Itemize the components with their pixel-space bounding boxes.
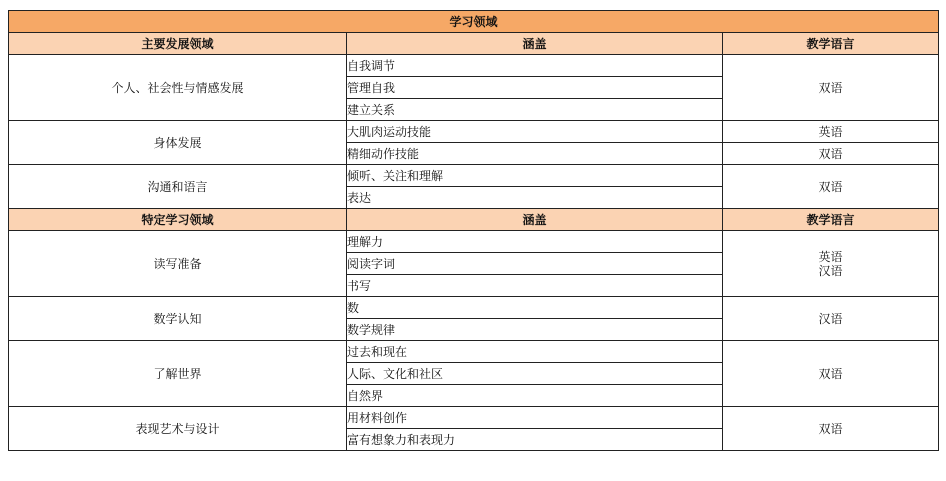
header-coverage: 涵盖: [347, 33, 723, 55]
coverage-cell: 阅读字词: [347, 253, 723, 275]
language-label: 双语: [818, 421, 843, 436]
coverage-cell: 表达: [347, 187, 723, 209]
table-row: [9, 55, 939, 77]
table-title: 学习领域: [9, 11, 939, 33]
coverage-cell: 理解力: [347, 231, 723, 253]
coverage-cell: 精细动作技能: [347, 143, 723, 165]
language-label: 双语: [818, 366, 843, 381]
language-cell: [723, 143, 939, 165]
header-area: 特定学习领域: [9, 209, 347, 231]
language-label: 双语: [818, 146, 843, 161]
learning-areas-table: [8, 10, 939, 451]
language-cell: [723, 121, 939, 143]
coverage-cell: 自然界: [347, 385, 723, 407]
header-language: 教学语言: [723, 33, 939, 55]
coverage-cell: 数学规律: [347, 319, 723, 341]
language-label: 英语: [818, 249, 843, 264]
table-row: [9, 231, 939, 253]
table-row: [9, 297, 939, 319]
area-cell: 表现艺术与设计: [9, 407, 347, 451]
coverage-cell: 自我调节: [347, 55, 723, 77]
learning-areas-table-container: [8, 10, 938, 451]
title-row: [9, 11, 939, 33]
coverage-cell: 数: [347, 297, 723, 319]
area-cell: 数学认知: [9, 297, 347, 341]
table-row: [9, 341, 939, 363]
area-cell: 身体发展: [9, 121, 347, 165]
header-area: 主要发展领域: [9, 33, 347, 55]
coverage-cell: 建立关系: [347, 99, 723, 121]
area-cell: 个人、社会性与情感发展: [9, 55, 347, 121]
coverage-cell: 倾听、关注和理解: [347, 165, 723, 187]
area-cell: 沟通和语言: [9, 165, 347, 209]
table-row: [9, 121, 939, 143]
coverage-cell: 人际、文化和社区: [347, 363, 723, 385]
language-cell: [723, 297, 939, 341]
area-cell: 了解世界: [9, 341, 347, 407]
language-label: 双语: [818, 80, 843, 95]
language-label: 汉语: [818, 263, 843, 278]
coverage-cell: 管理自我: [347, 77, 723, 99]
language-label: 双语: [818, 179, 843, 194]
header-coverage: 涵盖: [347, 209, 723, 231]
coverage-cell: 大肌肉运动技能: [347, 121, 723, 143]
language-cell: [723, 341, 939, 407]
coverage-cell: 富有想象力和表现力: [347, 429, 723, 451]
table-row: [9, 407, 939, 429]
language-cell: [723, 231, 939, 297]
coverage-cell: 过去和现在: [347, 341, 723, 363]
language-label: 汉语: [818, 311, 843, 326]
language-label: 英语: [818, 124, 843, 139]
language-cell: [723, 407, 939, 451]
language-cell: [723, 165, 939, 209]
language-cell: [723, 55, 939, 121]
section-header-row: [9, 209, 939, 231]
table-row: [9, 165, 939, 187]
area-cell: 读写准备: [9, 231, 347, 297]
coverage-cell: 用材料创作: [347, 407, 723, 429]
coverage-cell: 书写: [347, 275, 723, 297]
header-language: 教学语言: [723, 209, 939, 231]
section-header-row: [9, 33, 939, 55]
